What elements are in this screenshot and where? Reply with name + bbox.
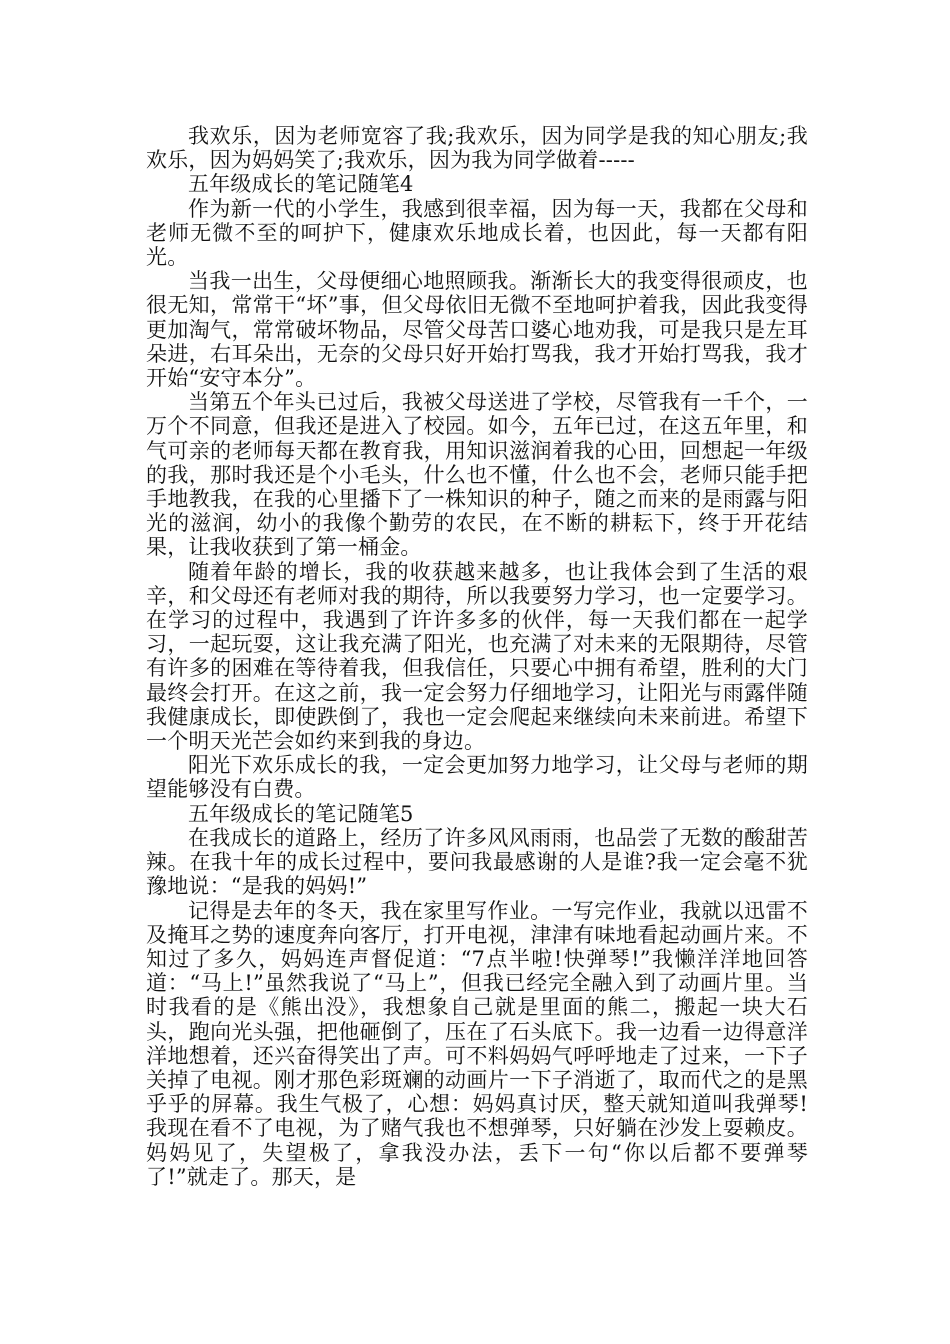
paragraph: 在我成长的道路上，经历了许多风风雨雨，也品尝了无数的酸甜苦辣。在我十年的成长过程中，要问我最感谢的人是谁?我一定会毫不犹豫地说：“是我的妈妈!”: [146, 825, 808, 899]
paragraph: 我欢乐，因为老师宽容了我;我欢乐，因为同学是我的知心朋友;我欢乐，因为妈妈笑了;我欢乐，因为我为同学做着-----: [146, 124, 808, 173]
document-body: [146, 124, 808, 1189]
section-heading: 五年级成长的笔记随笔4: [188, 172, 414, 197]
paragraph: 当我一出生，父母便细心地照顾我。渐渐长大的我变得很顽皮，也很无知，常常干“坏”事，但父母依旧无微不至地呵护着我，因此我变得更加淘气，常常破坏物品，尽管父母苦口婆心地劝我，可是我只是左耳朵进，右耳朵出，无奈的父母只好开始打骂我，我才开始打骂我，我才开始“安守本分”。: [146, 269, 808, 391]
paragraph: 当第五个年头已过后，我被父母送进了学校，尽管我有一千个，一万个不同意，但我还是进入了校园。如今，五年已过，在这五年里，和气可亲的老师每天都在教育我，用知识滋润着我的心田，回想起一年级的我，那时我还是个小毛头，什么也不懂，什么也不会，老师只能手把手地教我，在我的心里播下了一株知识的种子，随之而来的是雨露与阳光的滋润，幼小的我像个勤劳的农民，在不断的耕耘下，终于开花结果，让我收获到了第一桶金。: [146, 390, 808, 560]
section-heading: 五年级成长的笔记随笔5: [188, 801, 414, 826]
paragraph: 随着年龄的增长，我的收获越来越多，也让我体会到了生活的艰辛，和父母还有老师对我的期待，所以我要努力学习，也一定要学习。在学习的过程中，我遇到了许许多多的伙伴，每一天我们都在一起学习，一起玩耍，这让我充满了阳光，也充满了对未来的无限期待，尽管有许多的困难在等待着我，但我信任，只要心中拥有希望，胜利的大门最终会打开。在这之前，我一定会努力仔细地学习，让阳光与雨露伴随我健康成长，即使跌倒了，我也一定会爬起来继续向未来前进。希望下一个明天光芒会如约来到我的身边。: [146, 559, 808, 754]
paragraph: 阳光下欢乐成长的我，一定会更加努力地学习，让父母与老师的期望能够没有白费。: [146, 753, 808, 802]
paragraph: 记得是去年的冬天，我在家里写作业。一写完作业，我就以迅雷不及掩耳之势的速度奔向客厅，打开电视，津津有味地看起动画片来。不知过了多久，妈妈连声督促道：“7点半啦!快弹琴!”我懒洋洋地回答道：“马上!”虽然我说了“马上”，但我已经完全融入到了动画片里。当时我看的是《熊出没》，我想象自己就是里面的熊二，搬起一块大石头，跑向光头强，把他砸倒了，压在了石头底下。我一边看一边得意洋洋地想着，还兴奋得笑出了声。可不料妈妈气呼呼地走了过来，一下子关掉了电视。刚才那色彩斑斓的动画片一下子消逝了，取而代之的是黑乎乎的屏幕。我生气极了，心想：妈妈真讨厌，整天就知道叫我弹琴!我现在看不了电视，为了赌气我也不想弹琴，只好躺在沙发上耍赖皮。妈妈见了，失望极了，拿我没办法，丢下一句“你以后都不要弹琴了!”就走了。那天，是: [146, 898, 808, 1189]
paragraph: 作为新一代的小学生，我感到很幸福，因为每一天，我都在父母和老师无微不至的呵护下，健康欢乐地成长着，也因此，每一天都有阳光。: [146, 196, 808, 270]
